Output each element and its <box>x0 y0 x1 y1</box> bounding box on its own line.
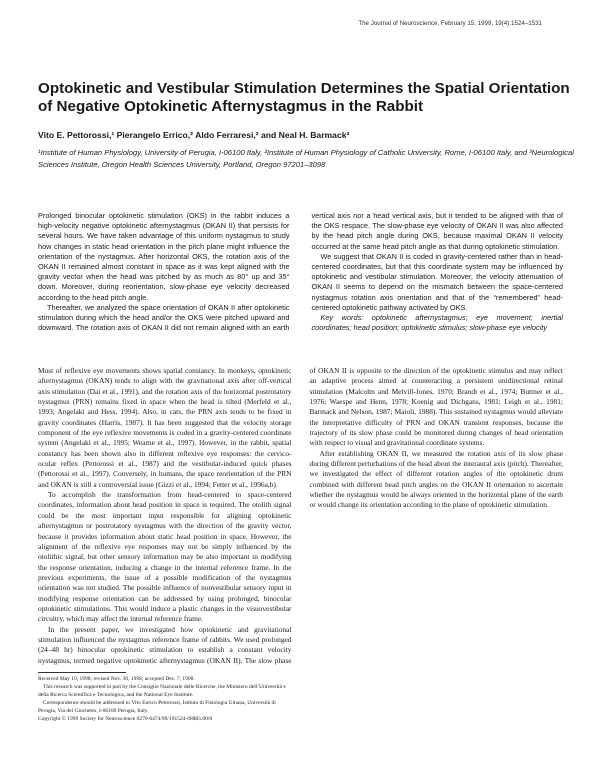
body-paragraph: After establishing OKAN II, we measured the rotation axis of its slow phase during different perturbations of the head about the interaural axis (pitch). Thereafter, we investigated the effect of different rotation angles of the optokinetic drum combined with different head pitch angles on the OKAN II orientation to ascertain whether the nystagmus would be always oriented in the horizontal plane of the earth or would change its orientation according to the plane of optokinetic stimulation. <box>309 448 563 510</box>
body-paragraph: To accomplish the transformation from head-centered to space-centered coordinates, information about head position in space is required. The otolith signal could be the most important input responsible for aligning optokinetic afternystagmus or postrotatory nystagmus with the direction of the gravity vector, because it provides information about static head position in space. However, the alignment of the reflexive eye responses may not be simply influenced by the otolithic signal, but other sensory information may be also important in modifying the response orientation, inducing a change in the internal reference frame. In the previous experiments, the issue of a possible modification of the nystagmus orientation was not studied. The possible influence of nonvestibular sensory input in modifying response orientation can be addressed by using prolonged, binocular optokinetic stimulations. This would induce a plastic changes in the visuovestibular circuitry, which may affect the internal reference frame. <box>38 490 292 624</box>
affiliations: ¹Institute of Human Physiology, University of Perugia, I-06100 Italy, ²Institute of Human Physiology of Catholic University, Rome, I-06100 Italy, and ³Neurological Sciences Institute, Oregon Health Sciences University, Portland, Oregon 97201–3098 <box>38 148 574 169</box>
received-dates: Received May 19, 1998; revised Nov. 30, 1998; accepted Dec. 7, 1998. <box>38 676 195 682</box>
abstract <box>38 211 563 333</box>
copyright-line: Copyright © 1999 Society for Neuroscience 0270-6474/99/191524-08$05.00/0 <box>38 715 213 722</box>
body-paragraph: Most of reflexive eye movements shows spatial constancy. In monkeys, optokinetic afternystagmus (OKAN) tends to align with the gravitational axis after off-vertical axis stimulation (Dai et al., 1991), and the rotation axis of the horizontal postrotatory nystagmus (PRN) remains fixed in space when the head is tilted (Merfeld et al., 1993; Angelaki and Hess, 1994). Also, in cats, the PRN axis tends to be fixed in gravity coordinates (Harris, 1987). It has been suggested that the velocity storage component of the eye reflexive movements is coded in a gravity-centered coordinate system (Angelaki et al., 1995; Wearne et al., 1997). However, in the rabbit, spatial constancy has been shown also in different reflexive eye responses: the cervico-ocular reflex (Pettorossi et al., 1987) and the vestibular-induced quick phases (Pettorossi et al., 1997). Conversely, in humans, the space reorientation of the PRN and OKAN is still a controversial issue (Gizzi et al., 1994; Fetter et al., 1996a,b). <box>38 366 292 489</box>
abstract-paragraph: Prolonged binocular optokinetic stimulation (OKS) in the rabbit induces a high-velocity negative optokinetic afternystagmus (OKAN II) that persists for several hours. We have taken advantage of this uniform nystagmus to study how changes in static head orientation in the pitch plane might influence the orientation of the nystagmus. After horizontal OKS, the rotation axis of the OKAN II remained almost constant in space as it was kept aligned with the gravity vector when the head was pitched by as much as 80° up and 35° down. Moreover, during reorientation, slow-phase eye velocity decreased according to the head pitch angle. <box>38 211 290 302</box>
footnotes <box>38 676 294 723</box>
abstract-paragraph: Thereafter, we analyzed the space orientation of OKAN II after optokinetic stimulation during which the head and/or the OKS were pitched upward and downward. The rotation axis of OKAN II did not remain aligned with an earth vertical axis nor a head vertical axis, but it tended to be aligned with that of the OKS respace. The slow-phase eye velocity of OKAN II was also affected by the head pitch angle during OKS, because maximal OKAN II velocity occurred at the same head pitch angle as that during optokinetic stimulation. <box>38 211 563 333</box>
author-list: Vito E. Pettorossi,¹ Pierangelo Errico,² Aldo Ferraresi,² and Neal H. Barmack³ <box>38 130 350 140</box>
abstract-paragraph: We suggest that OKAN II is coded in gravity-centered rather than in head-centered coordinates, but that this coordinate system may be influenced by optokinetic and vestibular stimulation. Moreover, the velocity attenuation of OKAN II seems to depend on the mismatch between the space-centered nystagmus rotation axis orientation and that of the “remembered” head-centered optokinetic pathway activated by OKS. <box>311 251 563 312</box>
keywords: Key words: optokinetic afternystagmus; eye movement; inertial coordinates; head position; optokinetic stimulus; slow-phase eye velocity <box>311 313 563 333</box>
correspondence-note: Correspondence should be addressed to Vito Enrico Pettorossi, Istituto di Fisiologia Umana, Università di Perugia, Via del Giochetto, I-06100 Perugia, Italy. <box>38 699 276 714</box>
introduction-body <box>38 366 563 676</box>
footnote-divider <box>38 672 126 673</box>
funding-note: This research was supported in part by the Consiglio Nazionale delle Ricerche, the Ministero dell’Università e della Ricerca Scientifica e Tecnologica, and the National Eye Institute. <box>38 683 286 698</box>
body-paragraph: In the present paper, we investigated how optokinetic and gravitational stimulation influenced the nystagmus reference frame of rabbits. We used prolonged (24–48 hr) binocular optokinetic stimulation to establish a constant velocity nystagmus, termed negative optokinetic afternystagmus (OKAN II). The slow phase of OKAN II is opposite to the direction of the optokinetic stimulus and may reflect an adaptive process aimed at counteracting a persistent unidirectional retinal stimulation (Malcolm and Melvill-Jones, 1970; Brandt et al., 1974; Buttner et al., 1976; Waespe and Henn, 1978; Koenig and Dichgans, 1981; Leigh et al., 1981; Barmack and Nelson, 1987; Maioli, 1988). This sustained nystagmus would alleviate the interpretative difficulty of PRN and OKAN transient responses, because the trajectory of its slow phase could be monitored during changes of head orientation with respect to visual and gravitational coordinate systems. <box>38 366 563 665</box>
journal-header: The Journal of Neuroscience, February 15, 1999, 19(4):1524–1531 <box>358 20 542 27</box>
article-title: Optokinetic and Vestibular Stimulation Determines the Spatial Orientation of Negative Optokinetic Afternystagmus in the Rabbit <box>38 80 570 115</box>
